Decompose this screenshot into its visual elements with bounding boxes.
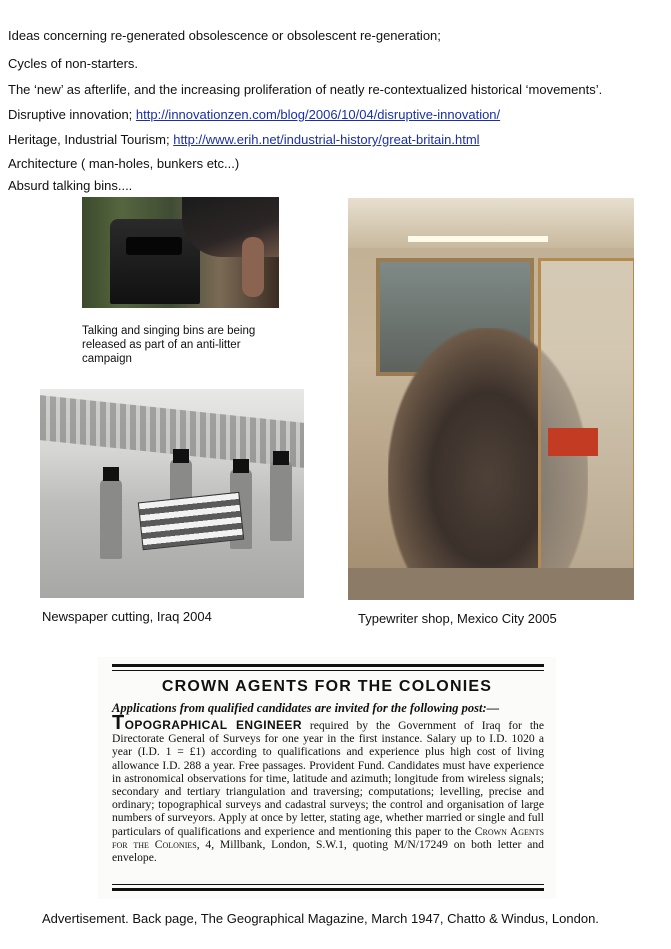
ceiling-light [408,236,548,242]
idea-line-2: Cycles of non-starters. [8,56,139,71]
erih-industrial-history-link[interactable]: http://www.erih.net/industrial-history/great-britain.html [173,132,480,147]
iraq-caption: Newspaper cutting, Iraq 2004 [42,609,212,624]
soldier-figure [270,461,292,541]
idea-line-7: Absurd talking bins.... [8,178,133,193]
idea-line-5-text: Heritage, Industrial Tourism; [8,132,174,147]
soldier-line-background [40,395,304,468]
idea-line-5 [8,132,480,147]
idea-line-3: The ‘new’ as afterlife, and the increasing proliferation of neatly re-contextualized historical ‘movements’. [8,82,603,97]
ad-top-rule-thin [112,670,544,671]
shop-caption: Typewriter shop, Mexico City 2005 [358,611,557,626]
disruptive-innovation-link[interactable]: http://innovationzen.com/blog/2006/10/04/disruptive-innovation/ [135,107,501,122]
idea-line-1: Ideas concerning re-generated obsolescence or obsolescent re-generation; [8,28,441,43]
person-arm [242,237,264,297]
ad-caption: Advertisement. Back page, The Geographical Magazine, March 1947, Chatto & Windus, London. [42,911,599,926]
idea-line-4 [8,107,500,122]
ad-body [112,712,545,865]
redacted-face [103,467,119,481]
bins-caption: Talking and singing bins are being released as part of an anti-litter campaign [82,325,256,365]
ad-lead [112,712,302,734]
glass-display-case [538,258,634,594]
ad-top-rule [112,664,544,667]
idea-line-4-text: Disruptive innovation; [8,107,136,122]
iraq-newspaper-photo [40,389,304,598]
ad-body-part-2: , 4, Millbank, London, S.W.1, quoting M/N/17249 on both letter and envelope. [112,837,544,865]
bin-slot [126,237,182,255]
flag-draped-coffin [138,492,244,550]
ad-lead-initial: T [112,712,125,734]
ad-title: CROWN AGENTS FOR THE COLONIES [161,678,493,695]
redacted-face [173,449,189,463]
ad-subtitle: Applications from qualified candidates are invited for the following post:— [112,701,500,715]
red-typewriter [548,428,598,456]
redacted-face [273,451,289,465]
shop-floor [348,568,634,600]
person-leaning [182,197,279,257]
ad-body-crown-agents: Crown Agents for the Colonies [112,824,544,851]
ad-body-part-1: required by the Government of Iraq for the Directorate General of Surveys for one year in the first instance. Salary up to I.D. 1020 a year (I.D. 1 = £1) according to qualifications and experience plus high cost of living allowance I.D. 288 a year. Free passages. Provident Fund. Candidates must have experience in astronomical observations for time, latitude and azimuth; longitude from wireless signals; secondary and tertiary triangulation and traversing; computations; levelling, precise and ordinary; topographical surveys and cadastral surveys; the control and organisation of large numbers of surveyors. Apply at once by letter, stating age, whether married or single and full particulars of qualifications and experience and mentioning this paper to the [112,719,545,838]
soldier-figure [100,479,122,559]
ad-bottom-rule [112,888,544,891]
idea-line-6: Architecture ( man-holes, bunkers etc...) [8,156,240,171]
crown-agents-advertisement [98,657,556,899]
talking-bins-photo [82,197,279,308]
typewriter-shop-photo [348,198,634,600]
ad-lead-rest: OPOGRAPHICAL ENGINEER [124,718,302,732]
ad-bottom-rule-thin [112,884,544,885]
redacted-face [233,459,249,473]
